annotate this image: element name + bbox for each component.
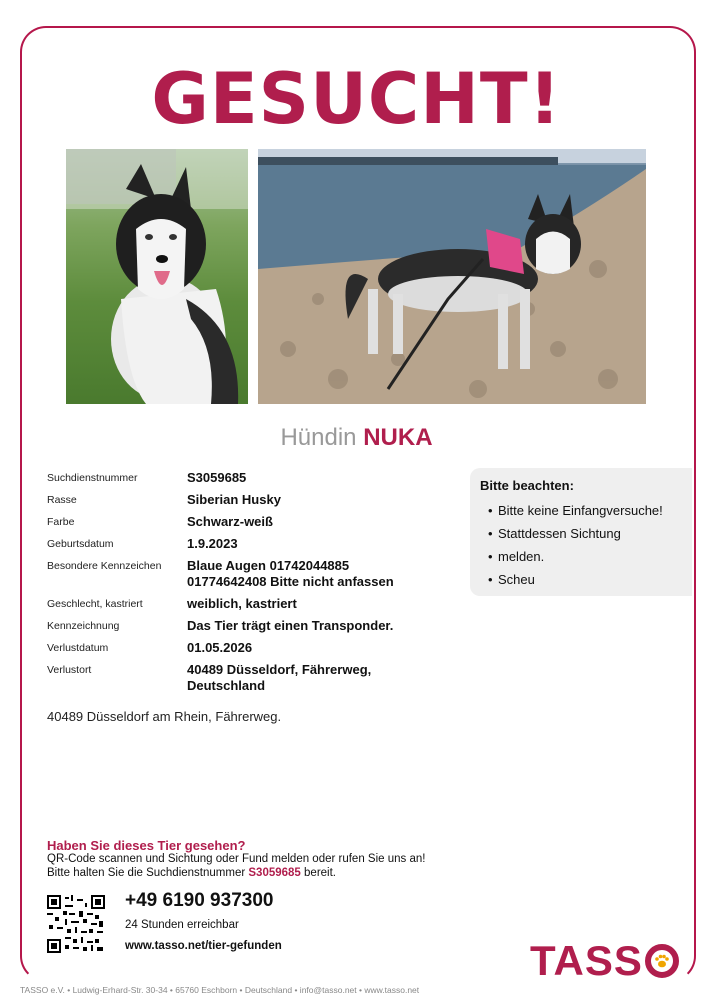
detail-label: Verlustort [47,664,92,676]
detail-row-loss-place [47,662,457,694]
cta-text [47,852,425,880]
details-table [47,470,457,700]
detail-value: Siberian Husky [187,492,281,507]
paw-icon [645,944,679,978]
tasso-logo [530,937,679,985]
note-item-continued: • melden. [480,545,682,568]
detail-row-identification [47,618,457,634]
detail-label: Verlustdatum [47,642,109,654]
qr-code-icon[interactable] [47,895,105,953]
note-title: Bitte beachten: [480,478,574,493]
location-description: 40489 Düsseldorf am Rhein, Fährerweg. [47,709,282,724]
detail-label: Geburtsdatum [47,538,114,550]
detail-row-search-number [47,470,457,486]
cta-line-2: Bitte halten Sie die Suchdienstnummer S3059685 bereit. [47,867,336,879]
detail-value-line: 01774642408 Bitte nicht anfassen [187,574,394,589]
detail-row-loss-date [47,640,457,656]
dog-photo-riverbank [258,149,646,404]
detail-row-sex [47,596,457,612]
detail-value: S3059685 [187,470,247,485]
detail-label: Besondere Kennzeichen [47,560,162,572]
dog-name: NUKA [363,424,433,451]
detail-row-color [47,514,457,530]
detail-value: Das Tier trägt einen Transponder. [187,618,394,633]
found-animal-link[interactable]: www.tasso.net/tier-gefunden [125,940,282,952]
detail-value-line: Deutschland [187,678,266,693]
detail-row-birthdate [47,536,457,552]
detail-row-breed [47,492,457,508]
detail-value: Schwarz-weiß [187,514,273,529]
detail-row-special-marks [47,558,457,590]
cta-search-number: S3059685 [248,867,301,879]
poster-title: GESUCHT! [151,58,562,140]
dog-name-heading [0,424,713,452]
note-list [480,499,682,591]
detail-label: Geschlecht, kastriert [47,598,143,610]
detail-value: 01.05.2026 [187,640,253,655]
detail-label: Rasse [47,494,77,506]
cta-title: Haben Sie dieses Tier gesehen? [47,838,246,853]
detail-value-line: 40489 Düsseldorf, Fährerweg, [187,662,372,677]
detail-value: 1.9.2023 [187,536,238,551]
cta-line-1: QR-Code scannen und Sichtung oder Fund melden oder rufen Sie uns an! [47,853,426,865]
note-item: • Scheu [480,568,682,591]
dog-photo-sitting [66,149,248,404]
detail-label: Farbe [47,516,75,528]
detail-value: weiblich, kastriert [187,596,297,611]
note-item: • Bitte keine Einfangversuche! [480,499,682,522]
footer-address: TASSO e.V. • Ludwig-Erhard-Str. 30-34 • 65760 Eschborn • Deutschland • info@tasso.net • www.tasso.net [20,985,420,995]
availability-text: 24 Stunden erreichbar [125,919,239,931]
detail-value [187,662,457,694]
dog-gender-label: Hündin [280,424,357,451]
hotline-phone[interactable]: +49 6190 937300 [125,890,274,911]
detail-label: Kennzeichnung [47,620,120,632]
detail-label: Suchdienstnummer [47,472,138,484]
logo-text: TASS [530,937,643,984]
note-item-continued: • Stattdessen Sichtung [480,522,682,545]
detail-value [187,558,457,590]
note-box [470,468,692,596]
detail-value-line: Blaue Augen 01742044885 [187,558,350,573]
